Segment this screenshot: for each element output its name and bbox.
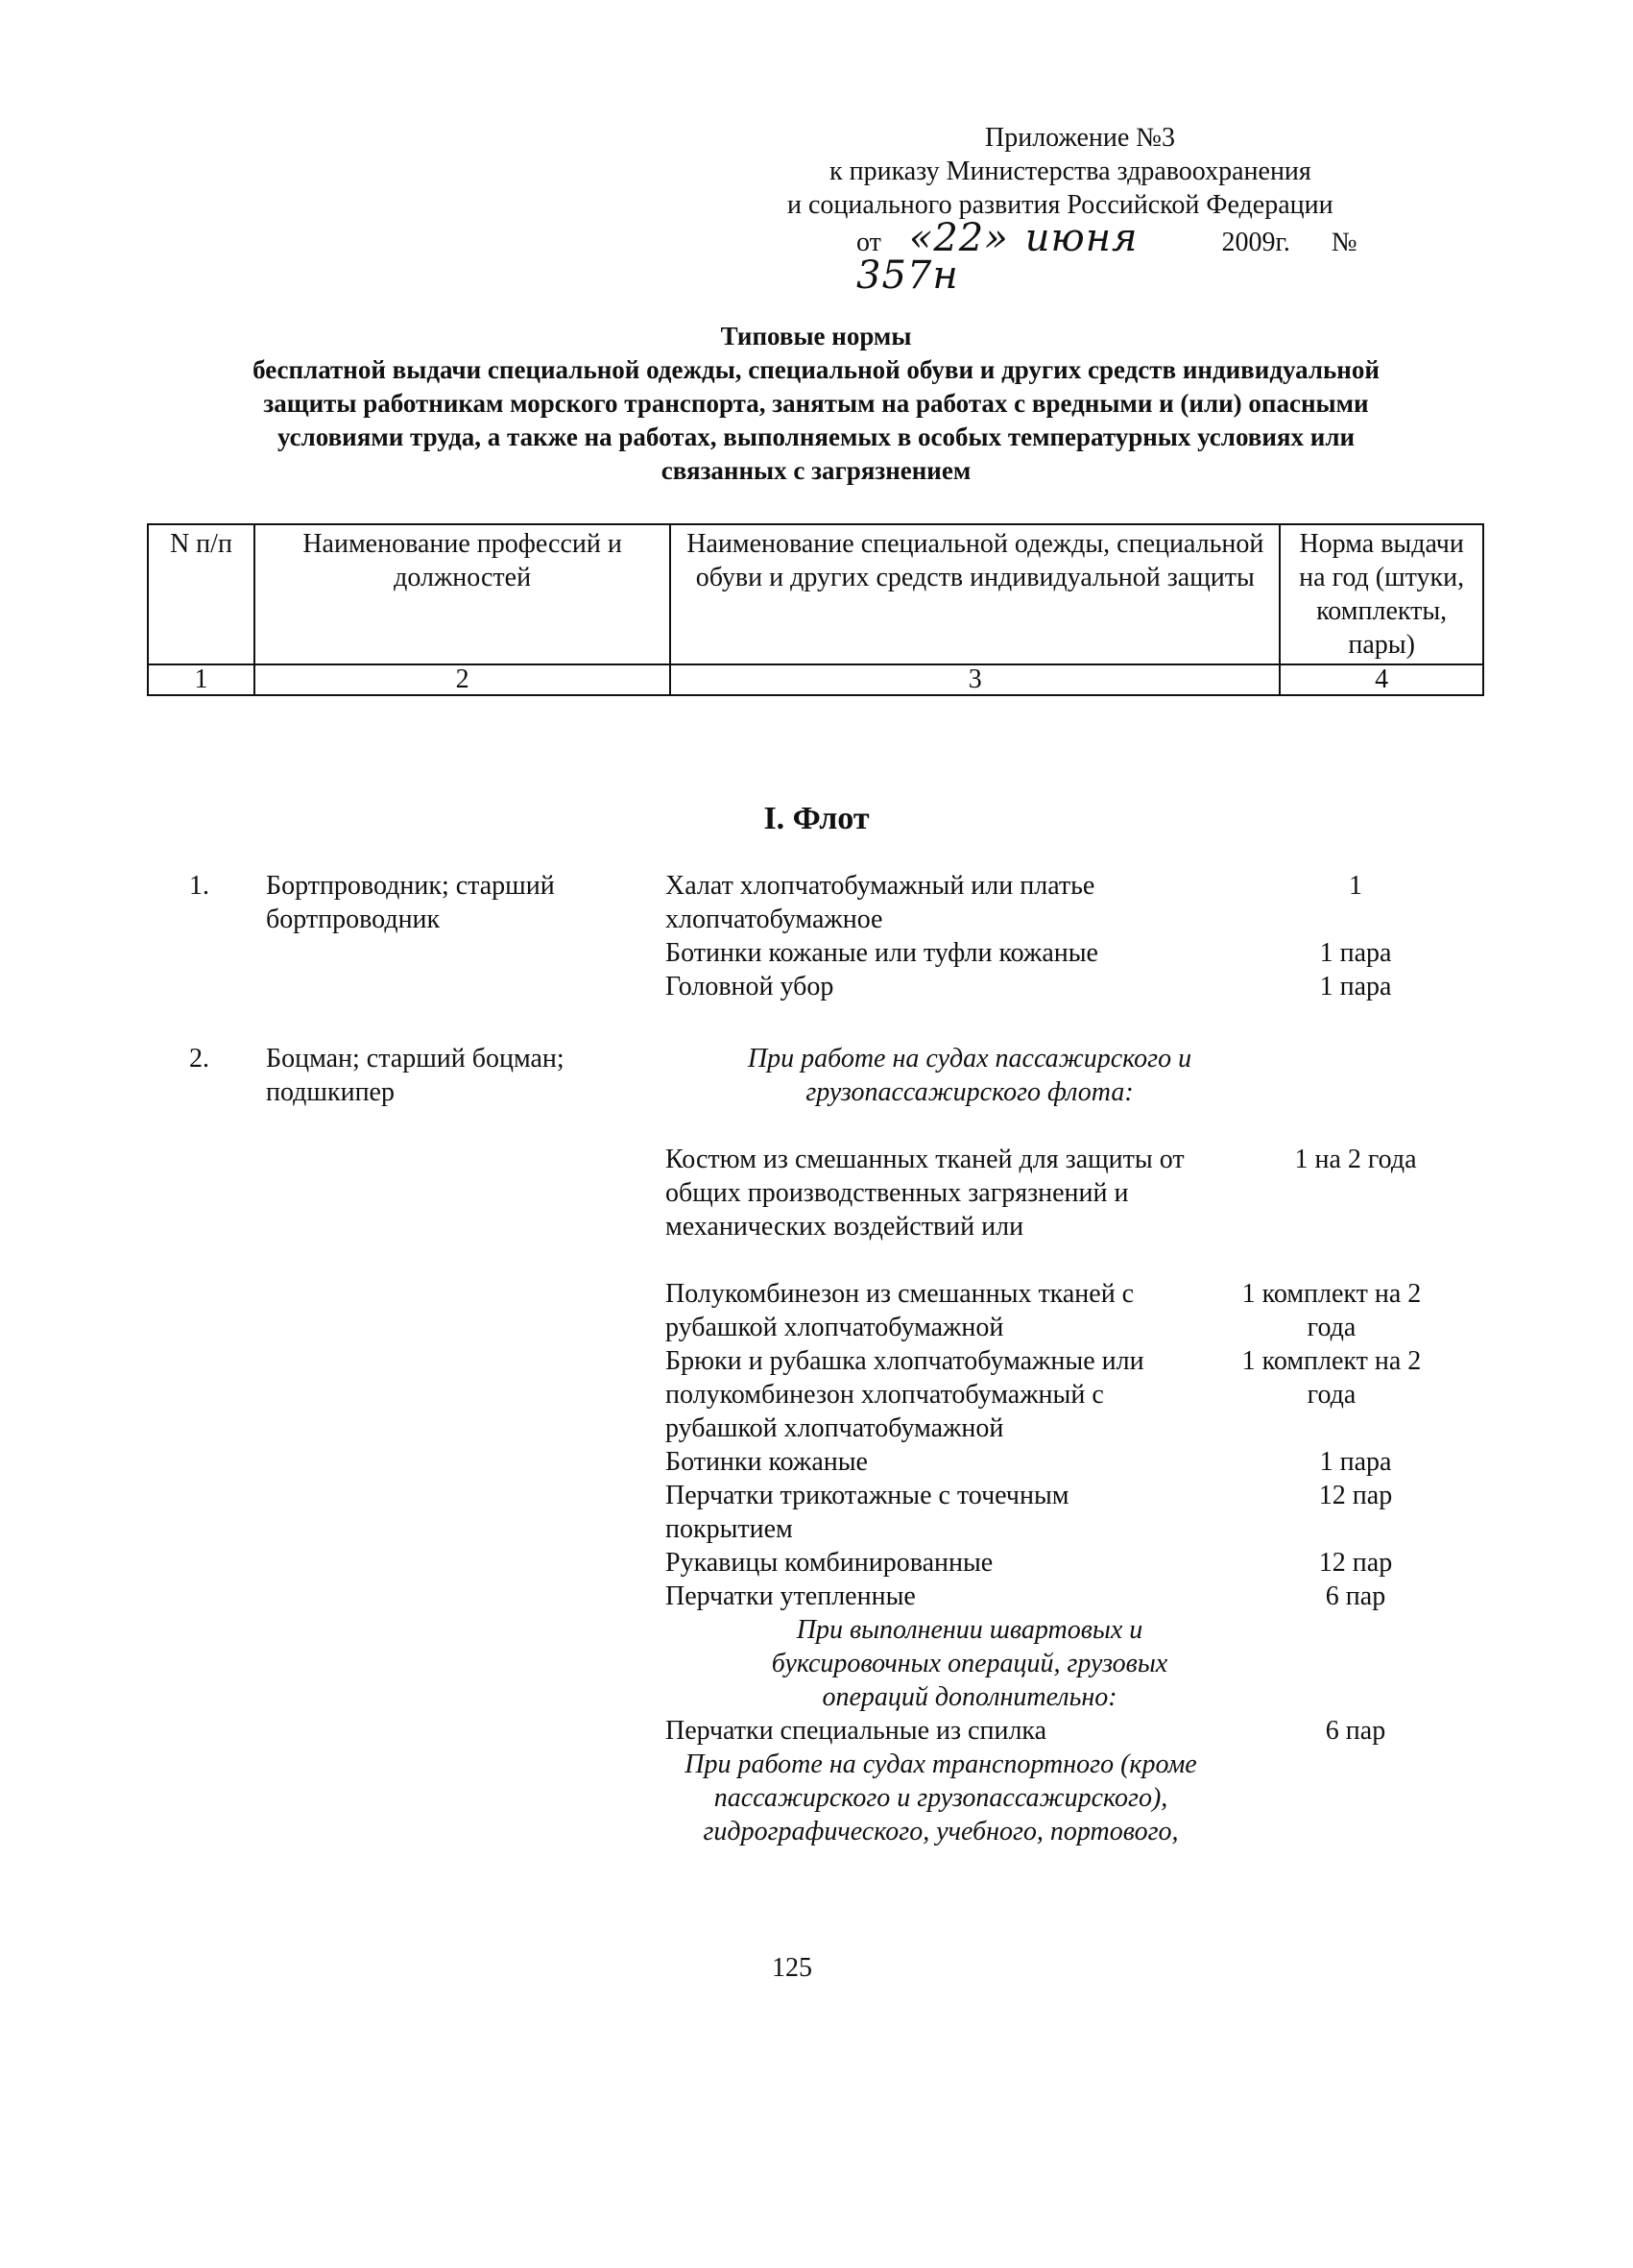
section-title: I. Флот bbox=[763, 801, 870, 836]
entry-profession: Боцман; старший боцман; подшкипер bbox=[266, 1044, 564, 1107]
entry-profession: Бортпроводник; старший бортпроводник bbox=[266, 871, 555, 934]
entry-norm: 6 пар bbox=[1325, 1581, 1386, 1611]
entry-norm: 12 пар bbox=[1318, 1481, 1393, 1510]
header-col-profession: Наименование профессий и должностей bbox=[254, 524, 670, 664]
entry-norm: 1 на 2 года bbox=[1294, 1145, 1417, 1174]
page-number: 125 bbox=[772, 1953, 812, 1983]
number-prefix: № bbox=[1331, 228, 1357, 257]
header-col-clothing: Наименование специальной одежды, специальной обуви и других средств индивидуальной защиты bbox=[670, 524, 1280, 664]
title-line: защиты работникам морского транспорта, занятым на работах с вредными и (или) опасными bbox=[263, 389, 1369, 418]
annex-ministry: и социального развития Российской Федерации bbox=[787, 190, 1333, 220]
col-index: 3 bbox=[670, 664, 1280, 695]
header-number-row bbox=[148, 664, 1483, 695]
title-line: условиями труда, а также на работах, выполняемых в особых температурных условиях или bbox=[276, 422, 1356, 451]
entry-item: Рукавицы комбинированные bbox=[665, 1548, 994, 1578]
entry-number: 2. bbox=[189, 1044, 209, 1074]
handwritten-number: 357н bbox=[856, 253, 959, 298]
entry-norm: 1 комплект на 2 года bbox=[1241, 1279, 1422, 1342]
col-index: 1 bbox=[148, 664, 254, 695]
entry-subheading: При выполнении швартовых и буксировочных операций, грузовых операций дополнительно: bbox=[771, 1615, 1168, 1712]
handwritten-day: «22» bbox=[908, 216, 1009, 260]
entry-item: Ботинки кожаные или туфли кожаные bbox=[665, 938, 1098, 968]
entry-item: Головной убор bbox=[665, 972, 834, 1001]
annex-date-line bbox=[787, 216, 1459, 298]
entry-item: Ботинки кожаные bbox=[665, 1447, 868, 1477]
document-title bbox=[144, 320, 1488, 488]
annex-order-ref: к приказу Министерства здравоохранения bbox=[829, 157, 1311, 186]
entry-item: Полукомбинезон из смешанных тканей с рубашкой хлопчатобумажной bbox=[665, 1279, 1135, 1342]
entry-item: Перчатки утепленные bbox=[665, 1581, 916, 1611]
entry-subheading: При работе на судах транспортного (кроме пассажирского и грузопассажирского), гидрографического, учебного, портового, bbox=[684, 1749, 1197, 1846]
entry-item: Костюм из смешанных тканей для защиты от общих производственных загрязнений и механических воздействий или bbox=[665, 1145, 1185, 1242]
entry-norm: 12 пар bbox=[1318, 1548, 1393, 1578]
header-table bbox=[147, 523, 1484, 696]
annex-block bbox=[787, 121, 1459, 298]
date-prefix: от bbox=[856, 228, 881, 257]
entry-norm: 1 bbox=[1349, 871, 1362, 901]
header-col-number: N п/п bbox=[148, 524, 254, 664]
annex-title: Приложение №3 bbox=[985, 123, 1175, 153]
year: 2009г. bbox=[1221, 228, 1290, 257]
title-line: связанных с загрязнением bbox=[660, 456, 972, 485]
entry-norm: 1 пара bbox=[1319, 972, 1392, 1001]
title-line: Типовые нормы bbox=[720, 322, 912, 350]
handwritten-month: июня bbox=[1024, 216, 1139, 260]
col-index: 2 bbox=[254, 664, 670, 695]
entry-item: Брюки и рубашка хлопчатобумажные или полукомбинезон хлопчатобумажный с рубашкой хлопчатобумажной bbox=[665, 1346, 1144, 1443]
entry-number: 1. bbox=[189, 871, 209, 901]
entry-item: Перчатки трикотажные с точечным покрытием bbox=[665, 1481, 1069, 1544]
entry-norm: 1 комплект на 2 года bbox=[1241, 1346, 1422, 1410]
entry-item: Перчатки специальные из спилка bbox=[665, 1716, 1047, 1746]
header-row bbox=[148, 524, 1483, 664]
col-index: 4 bbox=[1280, 664, 1483, 695]
entry-norm: 1 пара bbox=[1319, 938, 1392, 968]
entry-subheading: При работе на судах пассажирского и грузопассажирского флота: bbox=[747, 1044, 1192, 1107]
title-line: бесплатной выдачи специальной одежды, специальной обуви и других средств индивидуальной bbox=[252, 355, 1380, 384]
entry-norm: 6 пар bbox=[1325, 1716, 1386, 1746]
entry-item: Халат хлопчатобумажный или платье хлопчатобумажное bbox=[665, 871, 1095, 934]
entry-norm: 1 пара bbox=[1319, 1447, 1392, 1477]
header-col-norm: Норма выдачи на год (штуки, комплекты, пары) bbox=[1280, 524, 1483, 664]
